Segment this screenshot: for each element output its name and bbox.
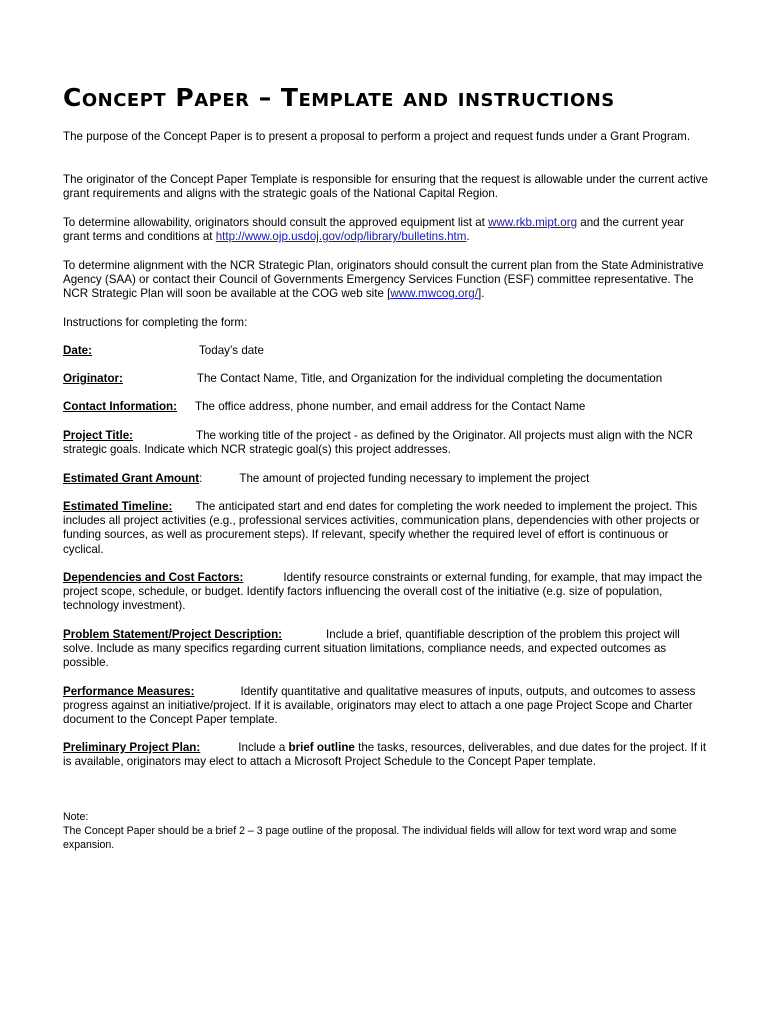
field-performance-text: Identify quantitative and qualitative measures of inputs, outputs, and outcomes to assess progress against an initiative/project. If it is available, originators may elect to attach a one page Project Scope and Charter document to the Concept Paper template. (63, 685, 696, 727)
field-contact-information (63, 400, 708, 414)
field-problem-text: Include a brief, quantifiable description of the problem this project will solve. Include as many specifics regarding current situation limitations, compliance needs, and expected outcomes as possible. (63, 628, 680, 670)
field-dependencies-label: Dependencies and Cost Factors: (63, 571, 244, 584)
alignment-text-start: To determine alignment with the NCR Strategic Plan, originators should consult the current plan from the State Administrative Agency (SAA) or contact their Council of Governments Emergency Services Function (ESF) committee representative. The NCR Strategic Plan will soon be available at the COG web site [ (63, 259, 704, 301)
instructions-paragraph: Instructions for completing the form: (63, 316, 248, 329)
field-grant-amount-label: Estimated Grant Amount (63, 472, 200, 485)
field-performance-measures (63, 685, 708, 728)
field-originator-text: The Contact Name, Title, and Organization for the individual completing the documentation (196, 372, 663, 385)
alignment-text-end: ]. (477, 287, 485, 301)
rkb-link[interactable]: www.rkb.mipt.org (488, 216, 578, 229)
field-plan-label: Preliminary Project Plan: (63, 741, 201, 754)
field-originator-label: Originator: (63, 372, 123, 385)
field-date (63, 344, 708, 358)
field-dependencies (63, 571, 708, 614)
field-performance-label: Performance Measures: (63, 685, 195, 698)
field-problem-label: Problem Statement/Project Description: (63, 628, 283, 641)
field-dependencies-text: Identify resource constraints or external funding, for example, that may impact the project scope, schedule, or budget. Identify factors influencing the overall cost of the initiative (e.g. size of population, technology investment). (63, 571, 703, 613)
field-project-title-label: Project Title: (63, 429, 134, 442)
field-plan-text-bold: brief outline (288, 741, 355, 754)
alignment-paragraph (63, 259, 708, 302)
field-plan-text-end: the tasks, resources, deliverables, and due dates for the project. If it is available, originators may elect to attach a Microsoft Project Schedule to the Concept Paper template. (63, 741, 707, 769)
mwcog-link[interactable]: www.mwcog.org/ (390, 287, 478, 301)
allowability-paragraph (63, 216, 708, 244)
field-estimated-grant-amount (63, 472, 708, 486)
field-plan-text-start: Include a (238, 741, 289, 754)
field-contact-label: Contact Information: (63, 400, 177, 413)
field-originator (63, 372, 708, 386)
field-problem-statement (63, 628, 708, 671)
ojp-bulletins-link[interactable]: http://www.ojp.usdoj.gov/odp/library/bulletins.htm (215, 230, 467, 244)
field-project-title (63, 429, 708, 457)
field-timeline-label: Estimated Timeline: (63, 500, 173, 513)
note-heading: Note: (63, 811, 89, 823)
field-date-text: Today’s date (199, 344, 264, 357)
field-project-title-text: The working title of the project - as defined by the Originator. All projects must align with the NCR strategic goals. Indicate which NCR strategic goal(s) this project addresses. (63, 429, 693, 457)
field-timeline-text: The anticipated start and end dates for completing the work needed to implement the project. This includes all project activities (e.g., professional services activities, communication plans, dependencies with other projects or funding sources, as well as procurement steps). If relevant, specify whether the required level of effort is continuous or cyclical. (63, 500, 700, 556)
purpose-paragraph: The purpose of the Concept Paper is to present a proposal to perform a project and request funds under a Grant Program. (63, 130, 691, 143)
field-contact-text: The office address, phone number, and email address for the Contact Name (195, 400, 586, 413)
note-text: The Concept Paper should be a brief 2 – 3 page outline of the proposal. The individual fields will allow for text word wrap and some expansion. (63, 825, 677, 851)
page-title: Concept Paper – Template and instructions (63, 83, 615, 112)
allowability-text-mid: and the current year grant terms and conditions at (63, 216, 685, 244)
allowability-text-start: To determine allowability, originators should consult the approved equipment list at (63, 216, 489, 229)
field-date-label: Date: (63, 344, 92, 357)
field-grant-amount-colon: : (199, 472, 203, 485)
originator-paragraph: The originator of the Concept Paper Template is responsible for ensuring that the request is allowable under the current active grant requirements and aligns with the strategic goals of the National Capital Region. (63, 173, 708, 201)
field-grant-amount-text: The amount of projected funding necessary to implement the project (239, 472, 590, 485)
field-estimated-timeline (63, 500, 708, 557)
allowability-text-end: . (466, 230, 470, 244)
field-preliminary-project-plan (63, 741, 708, 769)
